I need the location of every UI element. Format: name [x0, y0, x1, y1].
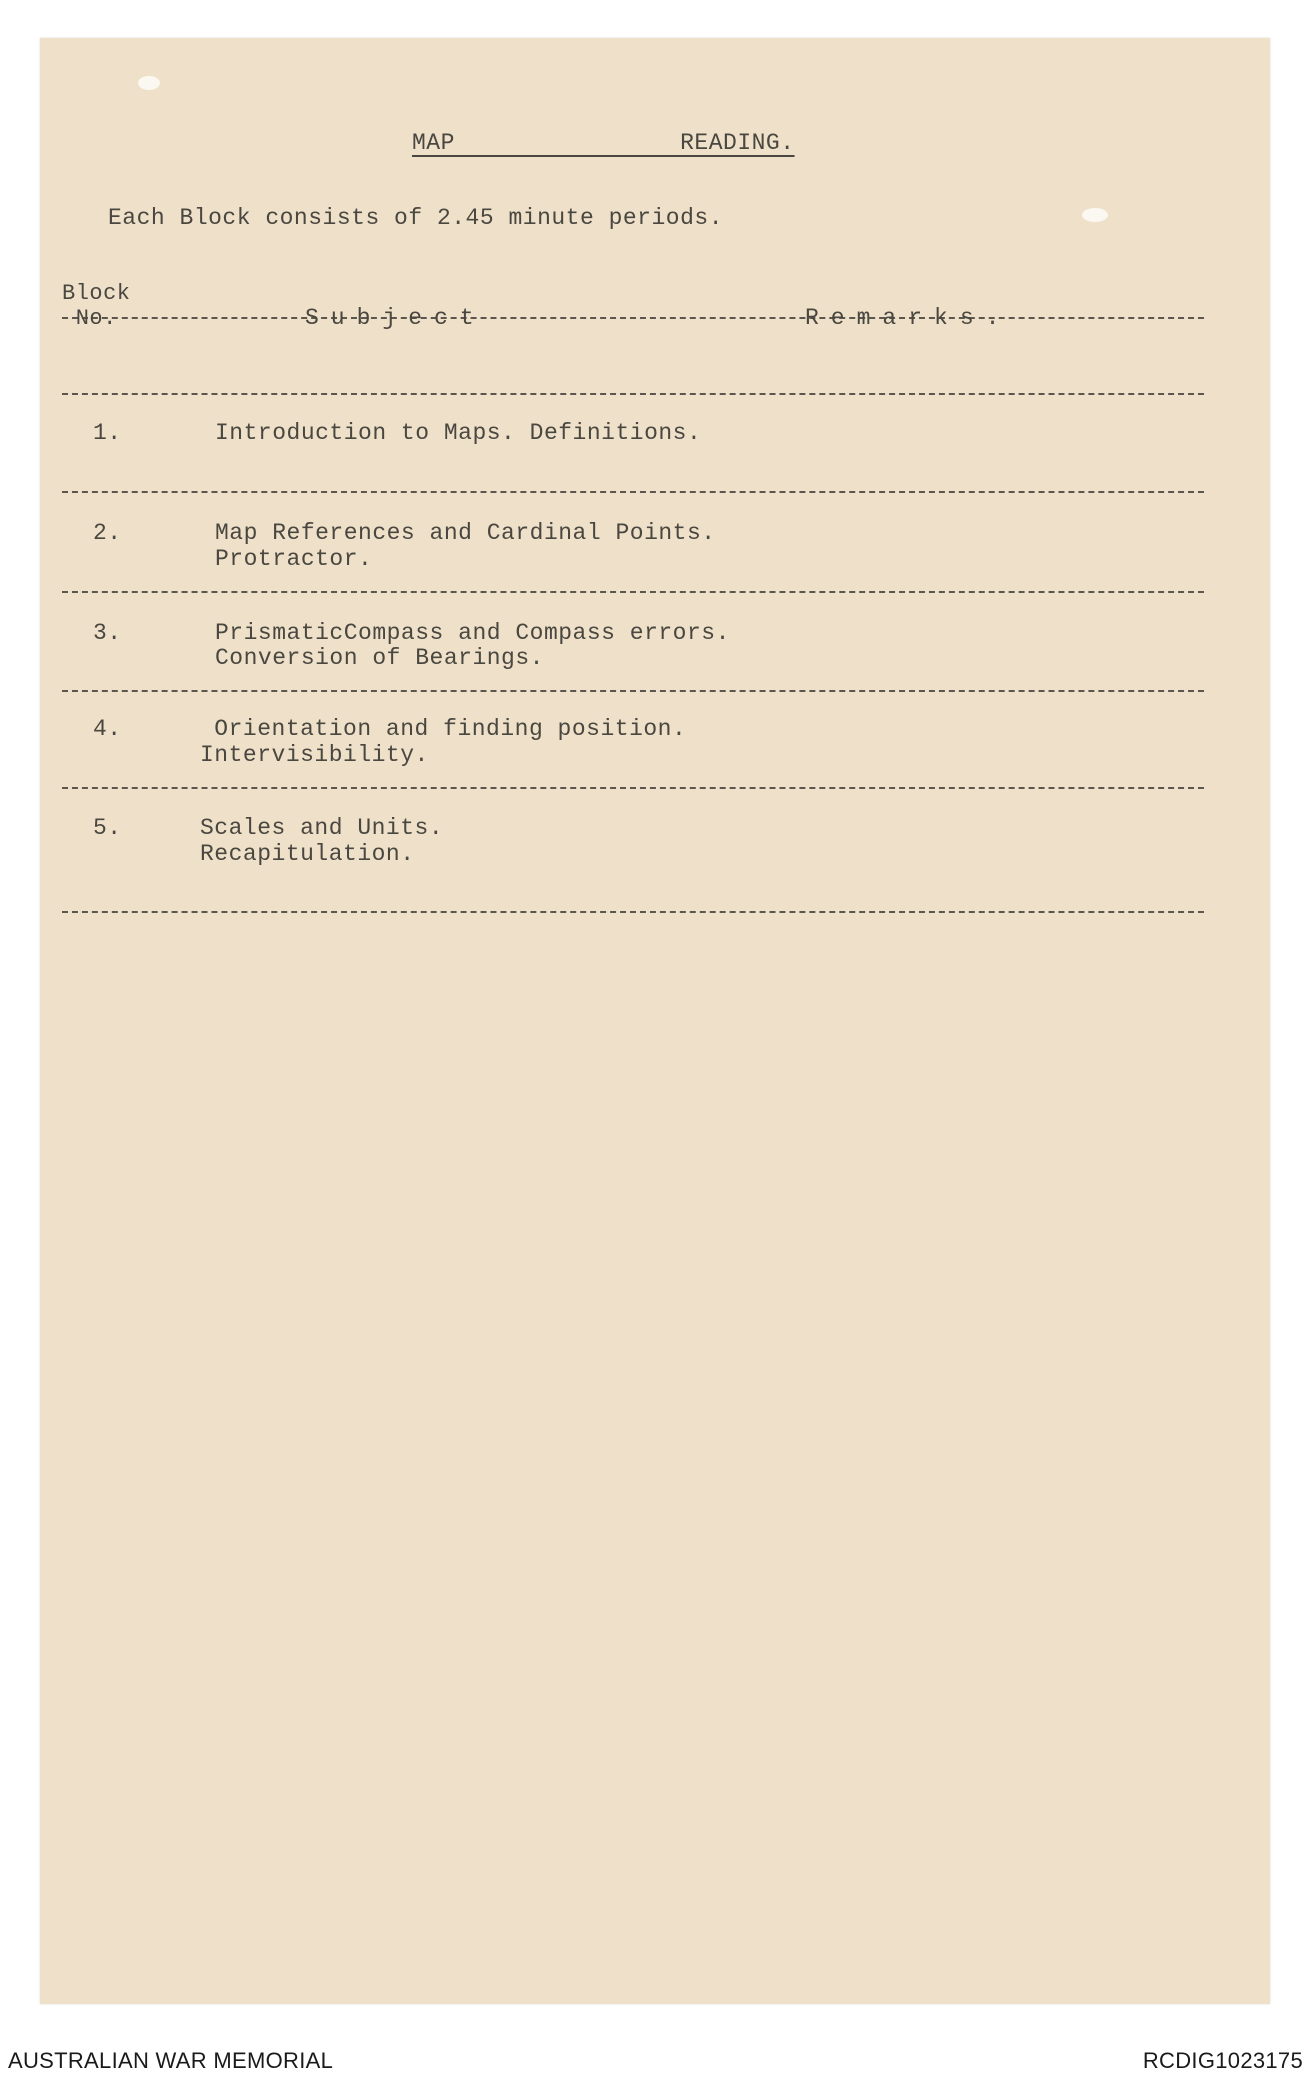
- row-3-number: 3.: [93, 620, 122, 646]
- row-1-line-1: Introduction to Maps. Definitions.: [215, 420, 702, 446]
- row-2-number: 2.: [93, 520, 122, 546]
- row-5-number: 5.: [93, 815, 122, 841]
- intro-text: Each Block consists of 2.45 minute periods.: [108, 205, 723, 231]
- paper-blemish: [138, 76, 160, 90]
- row-3-line-2: Conversion of Bearings.: [215, 645, 544, 671]
- row-3-line-1: PrismaticCompass and Compass errors.: [215, 620, 730, 646]
- header-subject: Subject: [305, 305, 486, 331]
- row-5-line-2: Recapitulation.: [200, 841, 415, 867]
- table-rule: [62, 317, 1204, 319]
- row-1-number: 1.: [93, 420, 122, 446]
- header-remarks: Remarks.: [805, 305, 1012, 331]
- document-title: MAP READING.: [412, 130, 795, 156]
- row-4-number: 4.: [93, 716, 122, 742]
- document-page: [40, 38, 1270, 2004]
- paper-blemish: [1082, 208, 1108, 222]
- footer-record-id: RCDIG1023175: [1142, 2048, 1303, 2073]
- row-2-line-1: Map References and Cardinal Points.: [215, 520, 716, 546]
- table-rule: [62, 491, 1204, 493]
- row-4-line-1: Orientation and finding position.: [200, 716, 687, 742]
- table-rule: [62, 911, 1204, 913]
- table-rule: [62, 393, 1204, 395]
- row-5-line-1: Scales and Units.: [200, 815, 444, 841]
- footer-institution: AUSTRALIAN WAR MEMORIAL: [8, 2048, 334, 2073]
- header-block-no: Block No.: [62, 281, 131, 331]
- row-4-line-2: Intervisibility.: [200, 742, 429, 768]
- table-rule: [62, 690, 1204, 692]
- table-rule: [62, 787, 1204, 789]
- table-rule: [62, 591, 1204, 593]
- row-2-line-2: Protractor.: [215, 546, 373, 572]
